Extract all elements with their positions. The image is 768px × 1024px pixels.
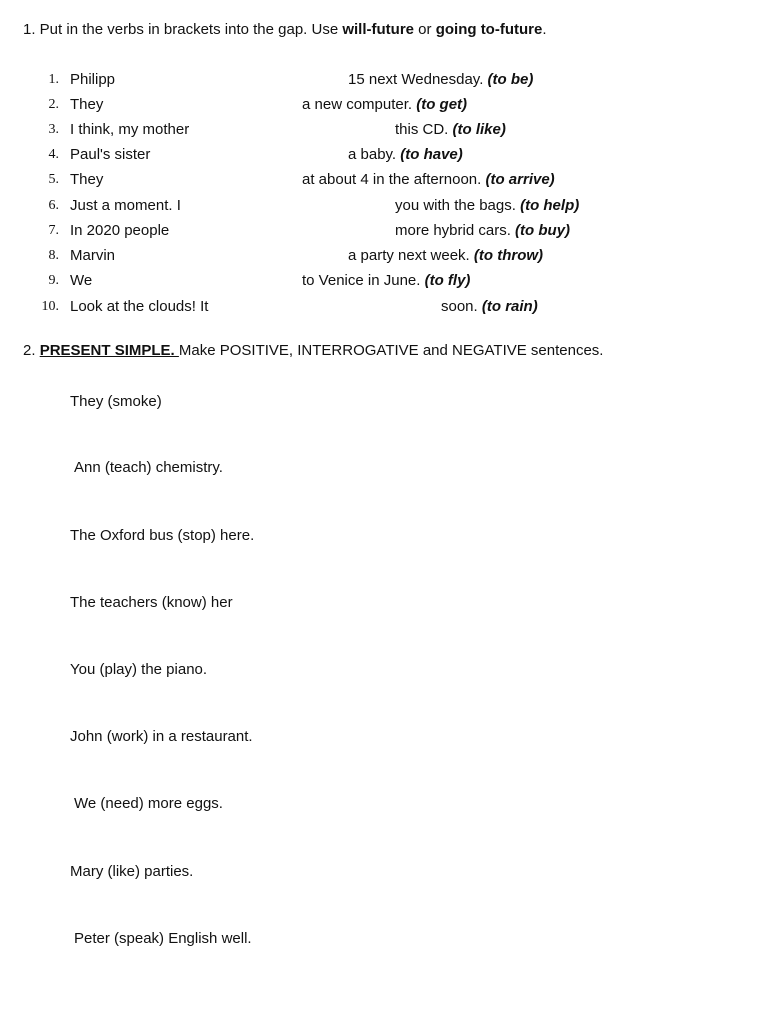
exercise-1-prefix: 1. Put in the verbs in brackets into the gap. Use [23, 21, 343, 38]
item-rest-text: to Venice in June. [302, 272, 425, 289]
item-rest-text: you with the bags. [395, 197, 521, 214]
item-completion [302, 271, 470, 291]
exercise-2-number: 2. [23, 342, 40, 359]
verb-hint: (to be) [487, 71, 534, 88]
sentence-prompt: Mary (like) parties. [70, 863, 194, 880]
item-rest-text: a new computer. [302, 96, 417, 113]
exercise-item [0, 196, 768, 216]
exercise-1-instructions [23, 21, 547, 39]
item-number: 3. [48, 122, 59, 137]
exercise-item [0, 221, 768, 241]
exercise-item [0, 145, 768, 165]
exercise-2-instruction: Make POSITIVE, INTERROGATIVE and NEGATIVE sentences. [178, 342, 604, 359]
item-completion [441, 297, 538, 317]
item-rest-text: a party next week. [348, 247, 474, 264]
item-completion [348, 145, 463, 165]
verb-hint: (to buy) [515, 222, 571, 239]
exercise-1-middle: or [414, 21, 436, 38]
item-rest-text: soon. [441, 298, 482, 315]
item-subject: Philipp [70, 71, 116, 88]
sentence-prompt: We (need) more eggs. [74, 795, 223, 812]
verb-hint: (to like) [452, 121, 506, 138]
sentence-prompt: The Oxford bus (stop) here. [70, 527, 255, 544]
item-number: 2. [48, 97, 59, 112]
exercise-item [0, 246, 768, 266]
item-subject: In 2020 people [70, 222, 170, 239]
sentence-prompt: John (work) in a restaurant. [70, 728, 253, 745]
sentence-prompt: The teachers (know) her [70, 594, 233, 611]
going-to-future-term: going to-future [435, 21, 543, 38]
exercise-1-suffix: . [542, 21, 547, 38]
exercise-2-instructions [23, 342, 603, 360]
item-number: 9. [48, 273, 59, 288]
item-completion [302, 95, 467, 115]
item-subject: We [70, 272, 93, 289]
item-subject: They [70, 96, 104, 113]
item-number: 8. [48, 248, 59, 263]
item-completion [348, 246, 543, 266]
item-completion [302, 170, 555, 190]
sentence-prompt: They (smoke) [70, 393, 162, 410]
item-rest-text: 15 next Wednesday. [348, 71, 488, 88]
sentence-prompt: Peter (speak) English well. [74, 930, 252, 947]
verb-hint: (to fly) [424, 272, 471, 289]
sentence-prompt: You (play) the piano. [70, 661, 208, 678]
verb-hint: (to help) [520, 197, 580, 214]
item-completion [395, 196, 579, 216]
item-rest-text: more hybrid cars. [395, 222, 516, 239]
item-rest-text: at about 4 in the afternoon. [302, 171, 486, 188]
item-rest-text: this CD. [395, 121, 453, 138]
exercise-item [0, 170, 768, 190]
verb-hint: (to throw) [473, 247, 544, 264]
item-number: 1. [48, 72, 59, 87]
verb-hint: (to rain) [481, 298, 538, 315]
item-subject: Look at the clouds! It [70, 298, 209, 315]
exercise-item [0, 95, 768, 115]
item-subject: I think, my mother [70, 121, 190, 138]
item-number: 6. [48, 198, 59, 213]
item-completion [395, 120, 506, 140]
item-number: 7. [48, 223, 59, 238]
item-number: 5. [48, 172, 59, 187]
exercise-item [0, 70, 768, 90]
exercise-2-title: PRESENT SIMPLE. [39, 342, 179, 359]
exercise-item [0, 297, 768, 317]
item-subject: Paul's sister [70, 146, 151, 163]
verb-hint: (to arrive) [485, 171, 555, 188]
item-completion [348, 70, 533, 90]
item-completion [395, 221, 570, 241]
item-subject: Just a moment. I [70, 197, 181, 214]
item-subject: Marvin [70, 247, 116, 264]
exercise-item [0, 120, 768, 140]
item-rest-text: a baby. [348, 146, 401, 163]
verb-hint: (to have) [400, 146, 463, 163]
item-number: 4. [48, 147, 59, 162]
item-number: 10. [41, 299, 59, 314]
will-future-term: will-future [342, 21, 415, 38]
exercise-item [0, 271, 768, 291]
item-subject: They [70, 171, 104, 188]
sentence-prompt: Ann (teach) chemistry. [74, 459, 223, 476]
verb-hint: (to get) [416, 96, 468, 113]
